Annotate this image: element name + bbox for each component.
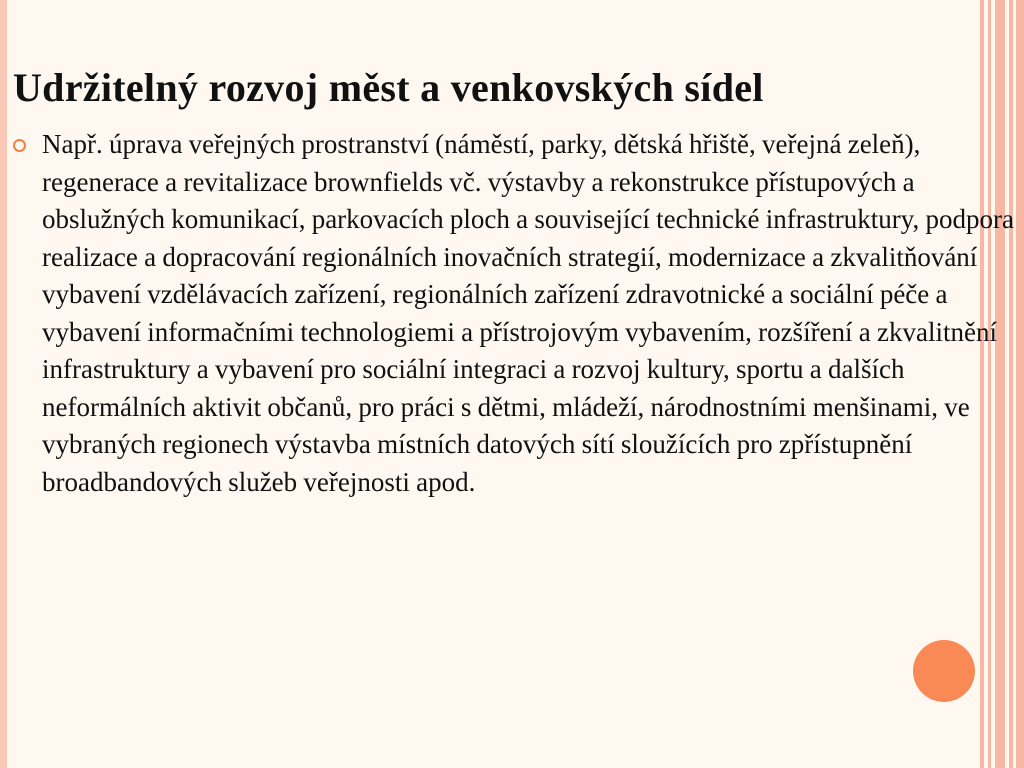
left-border-stripe [0, 0, 7, 768]
slide-content [10, 126, 1020, 501]
slide-title: Udržitelný rozvoj měst a venkovských sídel [13, 65, 764, 110]
orange-circle-icon [913, 640, 975, 702]
hollow-circle-bullet-icon [13, 139, 26, 152]
bullet-text: Např. úprava veřejných prostranství (náměstí, parky, dětská hřiště, veřejná zeleň), regenerace a revitalizace brownfields vč. výstavby a rekonstrukce přístupových a obslužných komunikací, parkovacích ploch a související technické infrastruktury, podpora realizace a dopracování regionálních inovačních strategií, modernizace a zkvalitňování vybavení vzdělávacích zařízení, regionálních zařízení zdravotnické a sociální péče a vybavení informačními technologiemi a přístrojovým vybavením, rozšíření a zkvalitnění infrastruktury a vybavení pro sociální integraci a rozvoj kultury, sportu a dalších neformálních aktivit občanů, pro práci s dětmi, mládeží, národnostními menšinami, ve vybraných regionech výstavba místních datových sítí sloužících pro zpřístupnění broadbandových služeb veřejnosti apod. [42, 129, 1014, 497]
bullet-item [10, 126, 1020, 501]
